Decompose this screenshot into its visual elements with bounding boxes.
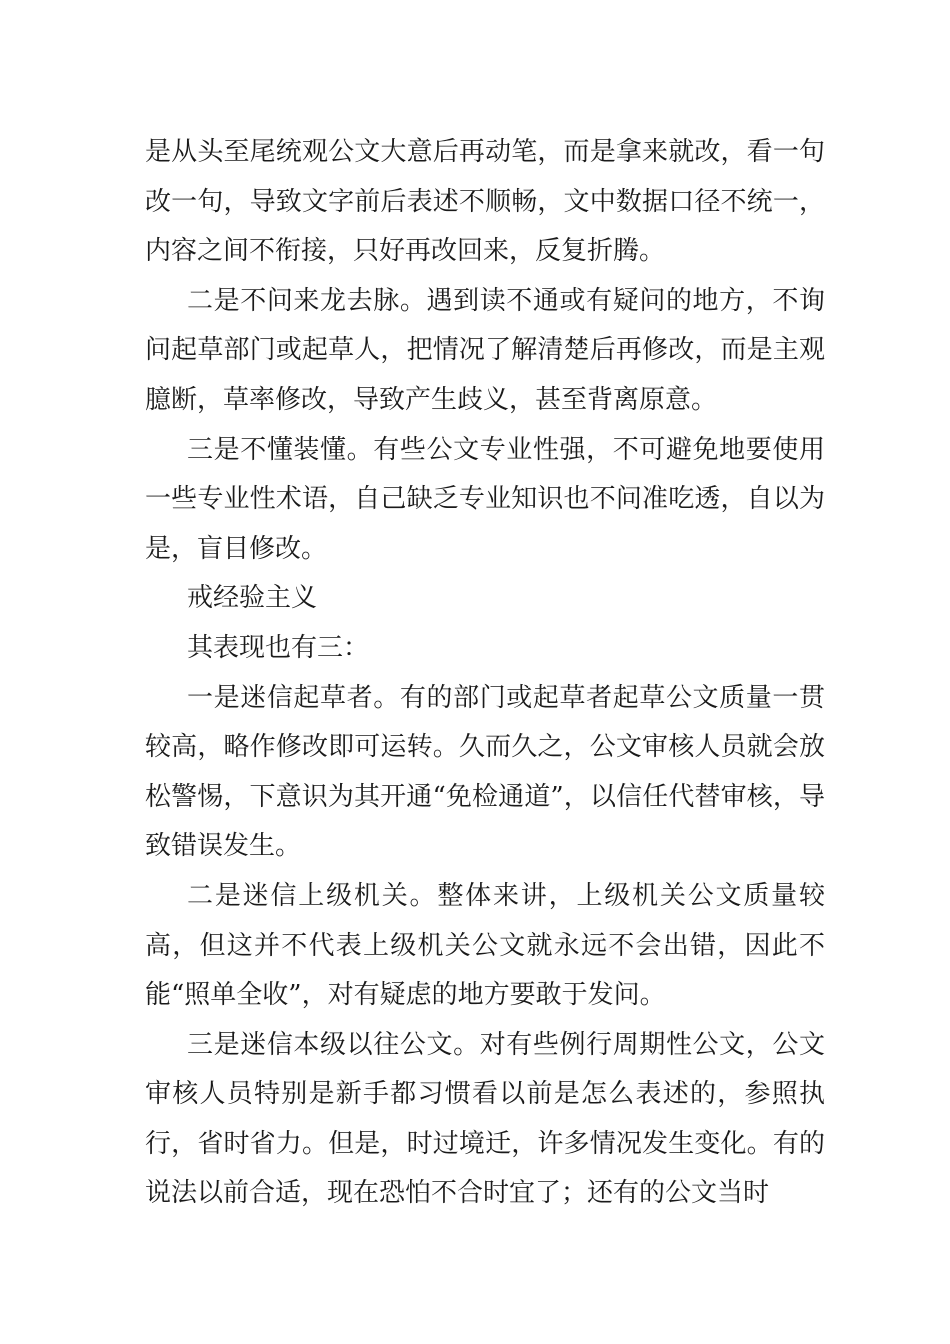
paragraph-5: 其表现也有三： (187, 632, 370, 663)
paragraph-7: 二是迷信上级机关。整体来讲，上级机关公文质量较高，但这并不代表上级机关公文就永远不会出错，因此不能“照单全收”，对有疑虑的地方要敢于发问。 (145, 880, 825, 1011)
section-heading: 戒经验主义 (187, 583, 318, 614)
paragraph-2: 二是不问来龙去脉。遇到读不通或有疑问的地方，不询问起草部门或起草人，把情况了解清楚后再修改，而是主观臆断，草率修改，导致产生歧义，甚至背离原意。 (145, 285, 825, 415)
paragraph-8: 三是迷信本级以往公文。对有些例行周期性公文，公文审核人员特别是新手都习惯看以前是怎么表述的，参照执行，省时省力。但是，时过境迁，许多情况发生变化。有的说法以前合适，现在恐怕不合时宜了；还有的公文当时 (145, 1029, 825, 1209)
paragraph-1: 是从头至尾统观公文大意后再动笔，而是拿来就改，看一句改一句，导致文字前后表述不顺畅，文中数据口径不统一，内容之间不衔接，只好再改回来，反复折腾。 (145, 137, 825, 267)
paragraph-3: 三是不懂装懂。有些公文专业性强，不可避免地要使用一些专业性术语，自己缺乏专业知识也不问准吃透，自以为是，盲目修改。 (145, 434, 825, 564)
document-body (145, 128, 825, 1219)
paragraph-6: 一是迷信起草者。有的部门或起草者起草公文质量一贯较高，略作修改即可运转。久而久之，公文审核人员就会放松警惕，下意识为其开通“免检通道”，以信任代替审核，导致错误发生。 (145, 682, 825, 862)
